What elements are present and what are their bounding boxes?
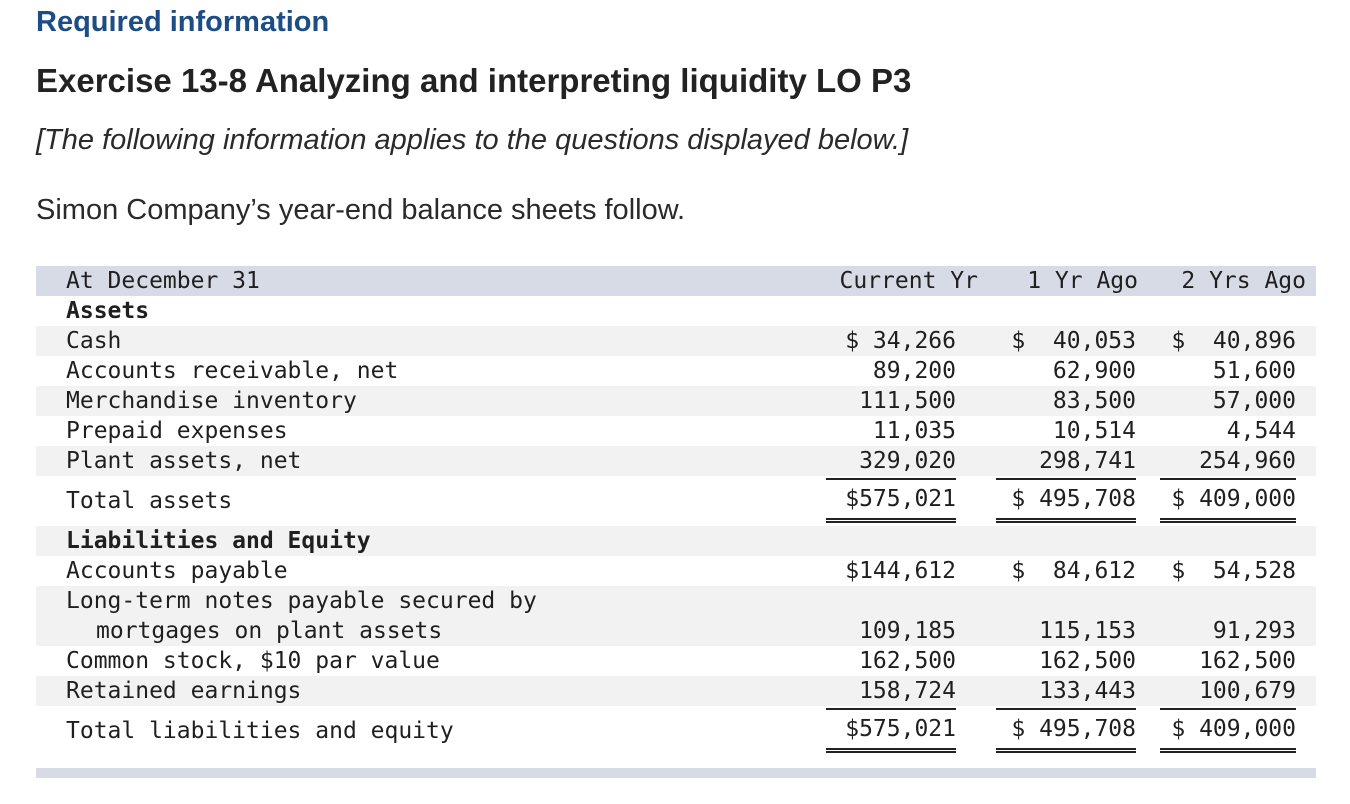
total-double-underline <box>1160 748 1296 753</box>
cell-value: 91,293 <box>1212 618 1296 644</box>
subtotal-underline <box>826 708 956 710</box>
column-header-current-yr: Current Yr <box>839 268 978 294</box>
row-label: Common stock, $10 par value <box>66 648 440 674</box>
cell-value: 329,020 <box>859 448 956 474</box>
instruction-note: [The following information applies to the questions displayed below.] <box>36 124 909 156</box>
row-label: Accounts payable <box>66 558 288 584</box>
column-header-2-yrs-ago: 2 Yrs Ago <box>1181 268 1306 294</box>
cell-value: 89,200 <box>872 358 956 384</box>
cell-value: 100,679 <box>1199 678 1296 704</box>
cell-value: 10,514 <box>1052 418 1136 444</box>
cell-value: $ 40,896 <box>1171 328 1296 354</box>
row-label: Retained earnings <box>66 678 302 704</box>
table-heading: At December 31 <box>66 268 260 294</box>
cell-value: 51,600 <box>1212 358 1296 384</box>
cell-value: 62,900 <box>1052 358 1136 384</box>
subtotal-underline <box>996 478 1136 480</box>
cell-value: $ 409,000 <box>1171 716 1296 742</box>
cell-value: 57,000 <box>1212 388 1296 414</box>
subtotal-underline <box>1160 708 1296 710</box>
total-double-underline <box>996 748 1136 753</box>
cell-value: 298,741 <box>1039 448 1136 474</box>
cell-value: 109,185 <box>859 618 956 644</box>
required-information-heading: Required information <box>36 6 330 38</box>
cell-value: $ 84,612 <box>1011 558 1136 584</box>
cell-value: 158,724 <box>859 678 956 704</box>
row-label-continued: mortgages on plant assets <box>96 618 443 644</box>
cell-value: $ 495,708 <box>1011 716 1136 742</box>
cell-value: $ 495,708 <box>1011 486 1136 512</box>
cell-value: $575,021 <box>845 716 956 742</box>
cell-value: 162,500 <box>1199 648 1296 674</box>
intro-text: Simon Company’s year-end balance sheets follow. <box>36 194 686 226</box>
subtotal-underline <box>996 708 1136 710</box>
cell-value: 133,443 <box>1039 678 1136 704</box>
row-label: Long-term notes payable secured by <box>66 588 537 614</box>
cell-value: $575,021 <box>845 486 956 512</box>
row-label: Cash <box>66 328 122 354</box>
total-double-underline <box>826 518 956 523</box>
subtotal-underline <box>826 478 956 480</box>
row-label: Merchandise inventory <box>66 388 357 414</box>
liabilities-heading: Liabilities and Equity <box>66 528 371 554</box>
cell-value: $ 34,266 <box>845 328 956 354</box>
total-double-underline <box>826 748 956 753</box>
total-double-underline <box>996 518 1136 523</box>
total-double-underline <box>1160 518 1296 523</box>
cell-value: 162,500 <box>859 648 956 674</box>
cell-value: 162,500 <box>1039 648 1136 674</box>
cell-value: 254,960 <box>1199 448 1296 474</box>
column-header-1-yr-ago: 1 Yr Ago <box>1027 268 1138 294</box>
subtotal-underline <box>1160 478 1296 480</box>
cell-value: 4,544 <box>1226 418 1296 444</box>
cell-value: 115,153 <box>1039 618 1136 644</box>
assets-heading: Assets <box>66 298 150 324</box>
cell-value: $144,612 <box>845 558 956 584</box>
row-label: Plant assets, net <box>66 448 302 474</box>
cell-value: $ 40,053 <box>1011 328 1136 354</box>
cell-value: $ 54,528 <box>1171 558 1296 584</box>
table-bottom-band <box>36 768 1316 778</box>
exercise-title: Exercise 13-8 Analyzing and interpreting liquidity LO P3 <box>36 62 912 99</box>
row-label: Accounts receivable, net <box>66 358 399 384</box>
cell-value: 83,500 <box>1052 388 1136 414</box>
row-label: Total assets <box>66 488 233 514</box>
row-label: Total liabilities and equity <box>66 718 454 744</box>
cell-value: $ 409,000 <box>1171 486 1296 512</box>
cell-value: 11,035 <box>872 418 956 444</box>
cell-value: 111,500 <box>859 388 956 414</box>
row-label: Prepaid expenses <box>66 418 288 444</box>
